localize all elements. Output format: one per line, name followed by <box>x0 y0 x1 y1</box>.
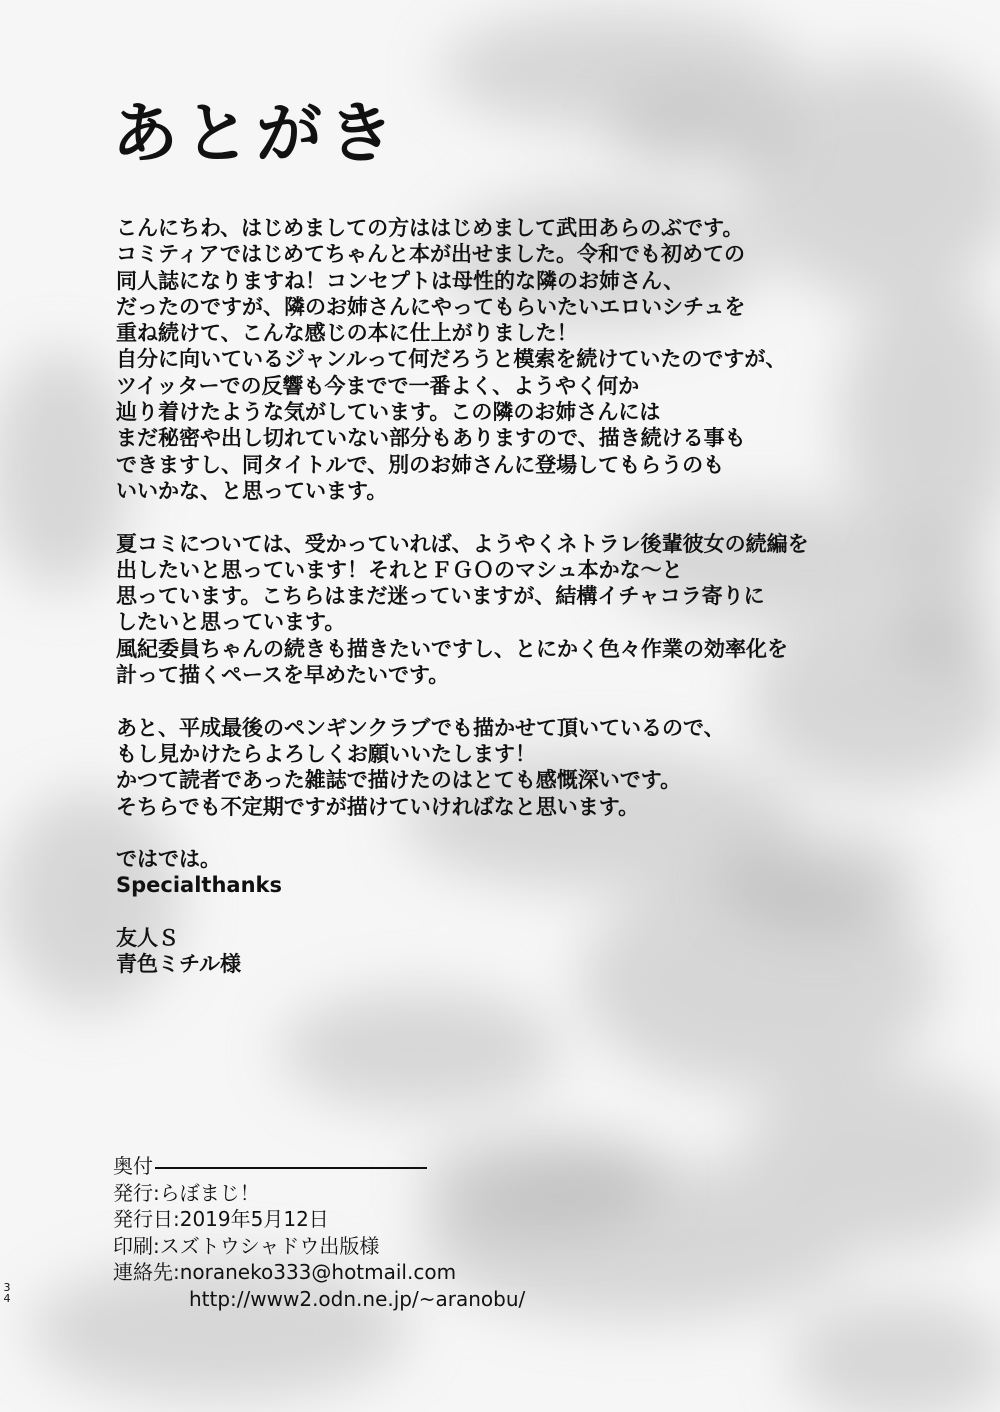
text-line: 思っています。こちらはまだ迷っていますが、結構イチャコラ寄りに <box>116 584 765 609</box>
text-line: できますし、同タイトルで、別のお姉さんに登場してもらうのも <box>116 452 725 477</box>
page-number <box>2 1282 12 1304</box>
text-line: こんにちわ、はじめましての方ははじめまして武田あらのぶです。 <box>116 216 744 240</box>
colophon-heading-row <box>113 1153 525 1180</box>
thanks-list <box>116 925 916 978</box>
text-line: あと、平成最後のペンギンクラブでも描かせて頂いているので、 <box>116 715 725 740</box>
text-line: まだ秘密や出し切れていない部分もありますので、描き続ける事も <box>116 426 746 451</box>
colophon-heading: 奥付 <box>113 1154 153 1178</box>
text-line: だったのですが、隣のお姉さんにやってもらいたいエロいシチュを <box>116 294 746 319</box>
colophon-printer: 印刷:スズトウシャドウ出版様 <box>113 1233 380 1258</box>
text-line: したいと思っています。 <box>116 610 346 635</box>
thanks-item: 友人Ｓ <box>116 926 179 951</box>
sign-off <box>116 846 916 899</box>
special-thanks-heading: Specialthanks <box>116 873 282 898</box>
text-line: 同人誌になりますね！コンセプトは母性的な隣のお姉さん、 <box>116 268 685 293</box>
text-line: ツイッターでの反響も今までで一番よく、ようやく何か <box>116 373 640 398</box>
text-line: 重ね続けて、こんな感じの本に仕上がりました！ <box>116 321 578 346</box>
text-line: 夏コミについては、受かっていれば、ようやくネトラレ後輩彼女の続編を <box>116 531 809 556</box>
paragraph <box>116 715 916 820</box>
text-line: 自分に向いているジャンルって何だろうと模索を続けていたのですが、 <box>116 347 787 372</box>
page-title: あとがき <box>112 94 400 172</box>
text-line: 辿り着けたような気がしています。この隣のお姉さんには <box>116 400 661 425</box>
colophon-contact: 連絡先:noraneko333@hotmail.com <box>113 1260 457 1284</box>
text-line: 計って描くペースを早めたいです。 <box>116 663 450 688</box>
text-line: そちらでも不定期ですが描けていければなと思います。 <box>116 794 640 819</box>
text-line: かつて読者であった雑誌で描けたのはとても感慨深いです。 <box>116 768 682 793</box>
colophon-url: http://www2.odn.ne.jp/~aranobu/ <box>189 1286 526 1311</box>
colophon-rule <box>155 1153 427 1169</box>
text-line: ではでは。 <box>116 847 221 872</box>
text-line: コミティアではじめてちゃんと本が出せました。令和でも初めての <box>116 242 745 267</box>
colophon <box>113 1153 525 1312</box>
page-number-digit: 3 <box>3 1281 11 1294</box>
paragraph <box>116 215 916 504</box>
thanks-item: 青色ミチル様 <box>116 952 241 977</box>
text-line: もし見かけたらよろしくお願いいたします！ <box>116 741 536 766</box>
colophon-date: 発行日:2019年5月12日 <box>113 1207 329 1231</box>
page-number-digit: 4 <box>3 1292 11 1305</box>
text-line: 出したいと思っています！それとＦＧＯのマシュ本かな～と <box>116 557 683 582</box>
text-line: いいかな、と思っています。 <box>116 478 388 503</box>
afterword-body <box>116 215 916 1004</box>
text-line: 風紀委員ちゃんの続きも描きたいですし、とにかく色々作業の効率化を <box>116 636 788 661</box>
colophon-publisher: 発行:らぼまじ！ <box>113 1180 260 1205</box>
paragraph <box>116 531 916 689</box>
